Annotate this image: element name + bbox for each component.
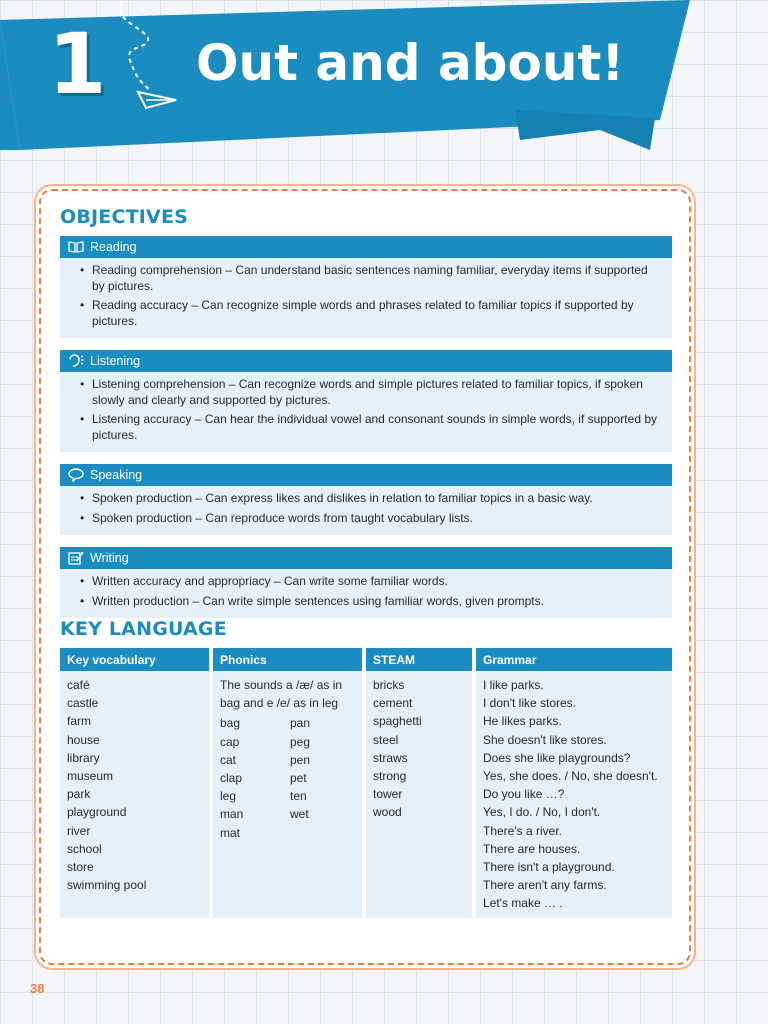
objective-title: Speaking: [90, 468, 143, 482]
list-item: • Reading accuracy – Can recognize simple words and phrases related to familiar topics if supported by pictures.: [80, 298, 662, 329]
list-item: mat: [220, 825, 241, 840]
list-item: clap: [220, 771, 243, 786]
list-item: museum: [67, 769, 114, 784]
list-item: bag: [220, 716, 241, 731]
list-item: wood: [373, 805, 402, 820]
list-item: café: [67, 678, 90, 692]
page-number: 38: [30, 981, 45, 996]
vocabulary-column: [60, 648, 209, 918]
list-item: • Listening comprehension – Can recognize words and simple pictures related to familiar topics, if spoken slowly and clearly and supported by pictures.: [80, 377, 662, 408]
objective-list: [60, 486, 672, 535]
list-item: school: [67, 841, 102, 856]
objective-title: Writing: [90, 551, 129, 565]
list-item: There are houses.: [483, 841, 581, 856]
list-item: There isn't a playground.: [483, 860, 615, 875]
objective-title: Listening: [90, 354, 141, 368]
unit-banner: [0, 0, 768, 160]
objective-list: [60, 258, 672, 338]
list-item: • Spoken production – Can express likes and dislikes in relation to familiar topics in a basic way.: [80, 491, 662, 507]
objectives-heading: OBJECTIVES: [60, 206, 189, 228]
column-header: STEAM: [366, 648, 472, 671]
unit-number: 1: [48, 15, 107, 113]
list-item: • Written accuracy and appropriacy – Can write some familiar words.: [80, 574, 662, 590]
column-header: Phonics: [213, 648, 362, 671]
ear-icon: [68, 354, 86, 368]
list-item: • Listening accuracy – Can hear the individual vowel and consonant sounds in simple words, if supported by pictures.: [80, 412, 662, 443]
list-item: There's a river.: [483, 823, 562, 838]
list-item: peg: [290, 734, 311, 749]
list-item: Let's make … .: [483, 896, 563, 911]
objective-list: [60, 569, 672, 618]
list-item: steel: [373, 732, 399, 747]
objective-title: Reading: [90, 240, 137, 254]
list-item: He likes parks.: [483, 714, 562, 729]
list-item: There aren't any farms.: [483, 878, 607, 893]
column-header: Key vocabulary: [60, 648, 209, 671]
list-item: farm: [67, 714, 91, 729]
list-item: Do you like …?: [483, 787, 565, 802]
list-item: I like parks.: [483, 678, 544, 692]
objective-header: [60, 464, 672, 486]
content-frame: [36, 186, 694, 968]
key-language-table: [60, 648, 672, 918]
list-item: pan: [290, 716, 311, 731]
list-item: castle: [67, 696, 99, 711]
list-item: house: [67, 732, 100, 747]
phonics-intro: The sounds a /æ/ as in bag and e /e/ as in leg: [220, 678, 343, 711]
page-title: Out and about!: [196, 34, 625, 92]
key-language-heading: KEY LANGUAGE: [60, 618, 227, 640]
list-item: leg: [220, 789, 237, 804]
list-item: tower: [373, 787, 403, 802]
list-item: strong: [373, 769, 407, 784]
objective-header: [60, 236, 672, 258]
grammar-column: [476, 648, 672, 918]
objective-header: [60, 350, 672, 372]
list-item: ten: [290, 789, 307, 804]
list-item: cat: [220, 752, 237, 767]
objective-list: [60, 372, 672, 452]
list-item: She doesn't like stores.: [483, 732, 607, 747]
list-item: pen: [290, 752, 311, 767]
objective-reading: [60, 236, 672, 338]
list-item: pet: [290, 771, 307, 786]
column-header: Grammar: [476, 648, 672, 671]
objective-writing: [60, 547, 672, 618]
list-item: Yes, I do. / No, I don't.: [483, 805, 601, 820]
list-item: • Written production – Can write simple sentences using familiar words, given prompts.: [80, 594, 662, 610]
list-item: playground: [67, 805, 127, 820]
list-item: library: [67, 750, 100, 765]
phonics-column: [213, 648, 362, 918]
list-item: • Spoken production – Can reproduce words from taught vocabulary lists.: [80, 511, 662, 527]
list-item: store: [67, 860, 94, 875]
objective-speaking: [60, 464, 672, 535]
list-item: bricks: [373, 678, 405, 692]
list-item: • Reading comprehension – Can understand basic sentences naming familiar, everyday items if supported by pictures.: [80, 263, 662, 294]
list-item: I don't like stores.: [483, 696, 576, 711]
list-item: wet: [290, 807, 309, 822]
objective-header: [60, 547, 672, 569]
list-item: river: [67, 823, 91, 838]
list-item: spaghetti: [373, 714, 422, 729]
list-item: straws: [373, 750, 408, 765]
speech-bubble-icon: [68, 468, 86, 482]
list-item: Yes, she does. / No, she doesn't.: [483, 769, 658, 784]
list-item: park: [67, 787, 91, 802]
list-item: Does she like playgrounds?: [483, 750, 631, 765]
book-icon: [68, 241, 86, 253]
steam-column: [366, 648, 472, 918]
objective-listening: [60, 350, 672, 452]
list-item: swimming pool: [67, 878, 147, 893]
notebook-pencil-icon: [68, 551, 86, 565]
list-item: cap: [220, 734, 240, 749]
list-item: man: [220, 807, 244, 822]
list-item: cement: [373, 696, 413, 711]
